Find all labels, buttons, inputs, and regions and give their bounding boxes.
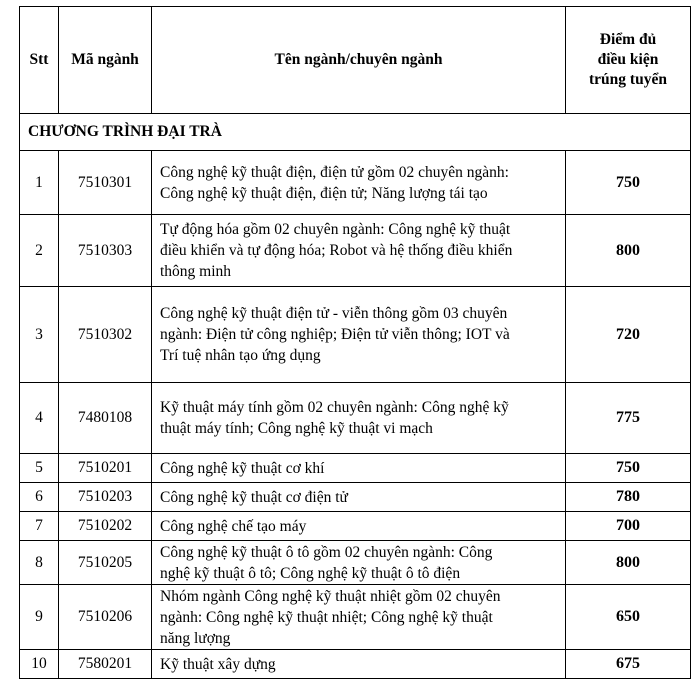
row-major-code: 7510303 — [59, 215, 152, 287]
table-row — [20, 483, 691, 512]
section-title: CHƯƠNG TRÌNH ĐẠI TRÀ — [20, 114, 691, 151]
row-major-name-line: thuật máy tính; Công nghệ kỹ thuật vi mạch — [160, 420, 433, 437]
row-stt: 1 — [20, 151, 59, 215]
row-major-name-line: Tự động hóa gồm 02 chuyên ngành: Công nghệ kỹ thuật — [160, 221, 511, 238]
row-major-code: 7510205 — [59, 541, 152, 585]
header-score-line-2: điều kiện — [597, 51, 659, 68]
row-major-name-line: Kỹ thuật xây dựng — [160, 655, 276, 673]
table-body — [20, 151, 691, 679]
row-major-code: 7480108 — [59, 383, 152, 454]
table-row — [20, 151, 691, 215]
table-row — [20, 650, 691, 679]
row-major-name — [152, 512, 566, 541]
row-major-name-line: Công nghệ kỹ thuật điện, điện tử; Năng lượng tái tạo — [160, 184, 488, 202]
row-stt: 9 — [20, 585, 59, 650]
row-major-name-line: Công nghệ kỹ thuật ô tô gồm 02 chuyên ngành: Công — [160, 543, 493, 561]
row-major-code: 7580201 — [59, 650, 152, 679]
row-major-name — [152, 151, 566, 215]
table-row — [20, 215, 691, 287]
row-major-name — [152, 650, 566, 679]
row-major-name-line: ngành: Điện tử công nghiệp; Điện tử viễn thông; IOT và — [160, 326, 510, 343]
row-major-code: 7510202 — [59, 512, 152, 541]
row-major-name — [152, 454, 566, 483]
header-name: Tên ngành/chuyên ngành — [152, 7, 566, 114]
row-score: 780 — [566, 483, 691, 512]
row-major-name — [152, 541, 566, 585]
row-score: 650 — [566, 585, 691, 650]
table-row — [20, 585, 691, 650]
row-major-name — [152, 483, 566, 512]
table-row — [20, 541, 691, 585]
table-row — [20, 287, 691, 383]
row-major-name-line: Công nghệ kỹ thuật điện tử - viễn thông gồm 03 chuyên — [160, 305, 508, 322]
row-major-name-line: năng lượng — [160, 629, 231, 647]
row-stt: 10 — [20, 650, 59, 679]
row-major-code: 7510201 — [59, 454, 152, 483]
row-major-name — [152, 215, 566, 287]
section-row — [20, 114, 691, 151]
header-row — [20, 7, 691, 114]
row-major-code: 7510206 — [59, 585, 152, 650]
row-major-name — [152, 383, 566, 454]
row-major-name-line: nghệ kỹ thuật ô tô; Công nghệ kỹ thuật ô tô điện — [160, 564, 461, 582]
row-score: 750 — [566, 454, 691, 483]
header-stt: Stt — [20, 7, 59, 114]
row-stt: 3 — [20, 287, 59, 383]
row-stt: 8 — [20, 541, 59, 585]
row-major-name-line: Nhóm ngành Công nghệ kỹ thuật nhiệt gồm 02 chuyên — [160, 587, 501, 605]
row-score: 750 — [566, 151, 691, 215]
table-row — [20, 383, 691, 454]
row-score: 800 — [566, 541, 691, 585]
row-major-name-line: Trí tuệ nhân tạo ứng dụng — [160, 347, 321, 364]
row-major-name-line: Công nghệ kỹ thuật cơ khí — [160, 459, 325, 477]
row-score: 800 — [566, 215, 691, 287]
row-stt: 5 — [20, 454, 59, 483]
row-major-code: 7510203 — [59, 483, 152, 512]
row-major-name-line: Công nghệ chế tạo máy — [160, 517, 307, 535]
row-major-name — [152, 585, 566, 650]
row-stt: 6 — [20, 483, 59, 512]
row-score: 700 — [566, 512, 691, 541]
row-score: 675 — [566, 650, 691, 679]
row-major-name-line: thông minh — [160, 263, 232, 280]
row-stt: 7 — [20, 512, 59, 541]
row-major-name-line: điều khiển và tự động hóa; Robot và hệ thống điều khiển — [160, 242, 513, 259]
table-row — [20, 454, 691, 483]
row-major-code: 7510302 — [59, 287, 152, 383]
row-score: 775 — [566, 383, 691, 454]
header-score-line-1: Điểm đủ — [599, 31, 657, 48]
admission-score-table — [19, 6, 691, 679]
row-score: 720 — [566, 287, 691, 383]
header-score-line-3: trúng tuyển — [589, 71, 667, 88]
row-major-name — [152, 287, 566, 383]
row-major-code: 7510301 — [59, 151, 152, 215]
row-stt: 2 — [20, 215, 59, 287]
row-stt: 4 — [20, 383, 59, 454]
row-major-name-line: Công nghệ kỹ thuật điện, điện tử gồm 02 chuyên ngành: — [160, 163, 509, 181]
row-major-name-line: Kỹ thuật máy tính gồm 02 chuyên ngành: Công nghệ kỹ — [160, 399, 509, 416]
row-major-name-line: ngành: Công nghệ kỹ thuật nhiệt; Công nghệ kỹ thuật — [160, 608, 493, 626]
table-row — [20, 512, 691, 541]
header-score — [566, 7, 691, 114]
row-major-name-line: Công nghệ kỹ thuật cơ điện tử — [160, 488, 348, 506]
header-code: Mã ngành — [59, 7, 152, 114]
